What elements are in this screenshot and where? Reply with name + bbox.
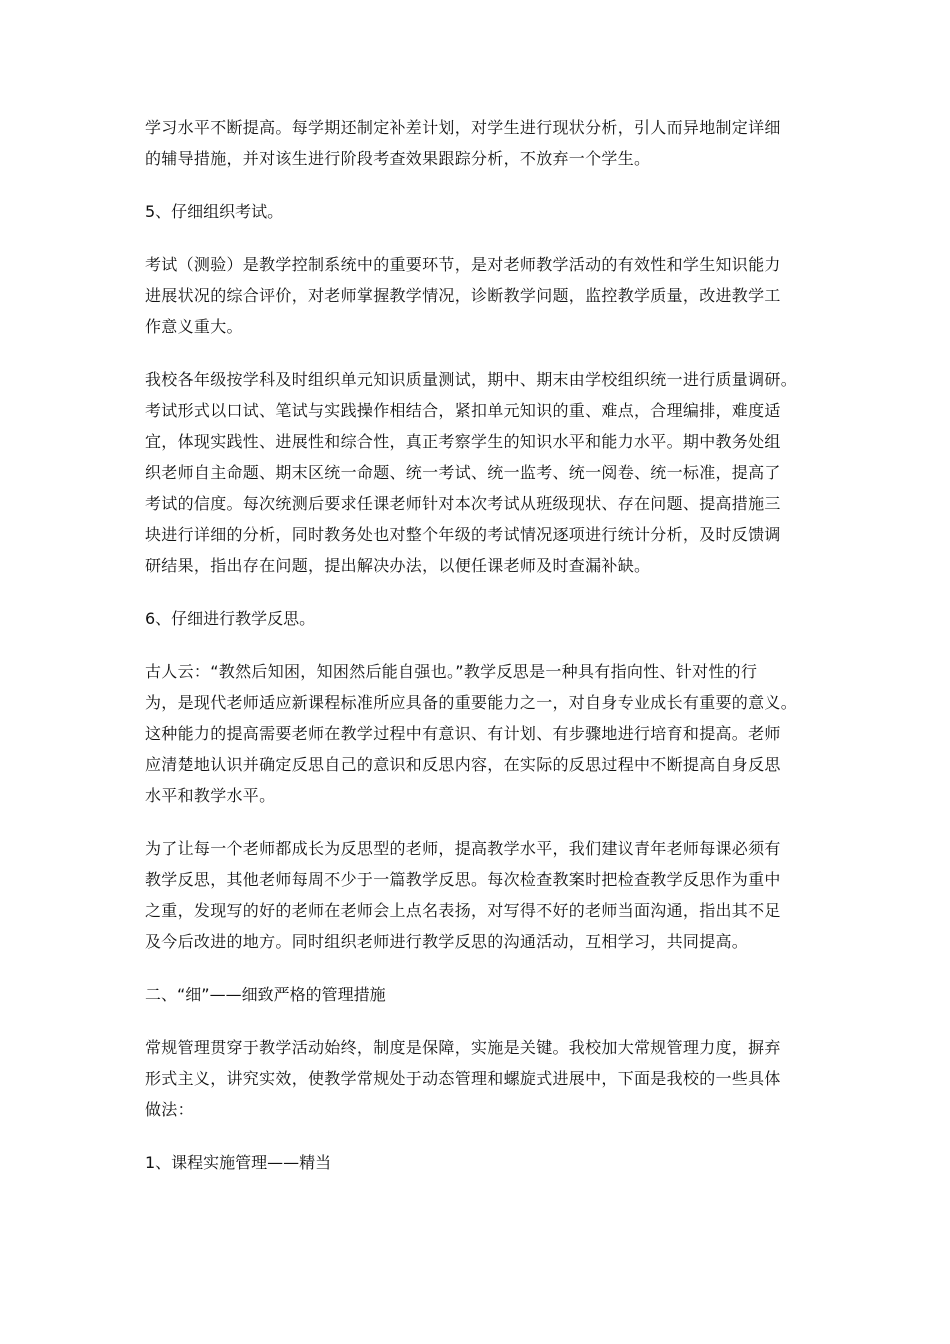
text-line: 之重，发现写的好的老师在老师会上点名表扬，对写得不好的老师当面沟通，指出其不足 bbox=[145, 901, 781, 920]
text-line: 考试形式以口试、笔试与实践操作相结合，紧扣单元知识的重、难点，合理编排，难度适 bbox=[145, 401, 781, 420]
text-line: 古人云：“教然后知困，知困然后能自强也。”教学反思是一种具有指向性、针对性的行 bbox=[145, 662, 758, 681]
text-line: 为了让每一个老师都成长为反思型的老师，提高教学水平，我们建议青年老师每课必须有 bbox=[145, 839, 781, 858]
text-line: 考试的信度。每次统测后要求任课老师针对本次考试从班级现状、存在问题、提高措施三 bbox=[145, 494, 781, 513]
text-line: 织老师自主命题、期末区统一命题、统一考试、统一监考、统一阅卷、统一标准，提高了 bbox=[145, 463, 781, 482]
text-line: 应清楚地认识并确定反思自己的意识和反思内容，在实际的反思过程中不断提高自身反思 bbox=[145, 755, 781, 774]
text-line: 块进行详细的分析，同时教务处也对整个年级的考试情况逐项进行统计分析，及时反馈调 bbox=[145, 525, 781, 544]
text-line: 做法： bbox=[145, 1100, 194, 1119]
paragraph-routine-management bbox=[145, 1032, 815, 1125]
paragraph-reflection-ability bbox=[145, 656, 815, 811]
text-line: 我校各年级按学科及时组织单元知识质量测试，期中、期末由学校组织统一进行质量调研。 bbox=[145, 370, 798, 389]
text-line: 常规管理贯穿于教学活动始终，制度是保障，实施是关键。我校加大常规管理力度，摒弃 bbox=[145, 1038, 781, 1057]
section-heading-reflection: 6、仔细进行教学反思。 bbox=[145, 609, 316, 628]
text-line: 研结果，指出存在问题，提出解决办法，以便任课老师及时查漏补缺。 bbox=[145, 556, 651, 575]
text-line: 教学反思，其他老师每周不少于一篇教学反思。每次检查教案时把检查教学反思作为重中 bbox=[145, 870, 781, 889]
text-line: 这种能力的提高需要老师在教学过程中有意识、有计划、有步骤地进行培育和提高。老师 bbox=[145, 724, 781, 743]
paragraph-exam-organization bbox=[145, 364, 815, 581]
text-line: 考试（测验）是教学控制系统中的重要环节，是对老师教学活动的有效性和学生知识能力 bbox=[145, 255, 781, 274]
text-line: 水平和教学水平。 bbox=[145, 786, 276, 805]
text-line: 的辅导措施，并对该生进行阶段考查效果跟踪分析，不放弃一个学生。 bbox=[145, 149, 651, 168]
paragraph-remedial-plan bbox=[145, 112, 815, 174]
section-heading-exams: 5、仔细组织考试。 bbox=[145, 202, 284, 221]
text-line: 作意义重大。 bbox=[145, 317, 243, 336]
document-page bbox=[145, 112, 815, 1200]
text-line: 学习水平不断提高。每学期还制定补差计划，对学生进行现状分析，引人而异地制定详细 bbox=[145, 118, 781, 137]
text-line: 宜，体现实践性、进展性和综合性，真正考察学生的知识水平和能力水平。期中教务处组 bbox=[145, 432, 781, 451]
section-heading-curriculum: 1、课程实施管理——精当 bbox=[145, 1153, 332, 1172]
section-heading-management: 二、“细”——细致严格的管理措施 bbox=[145, 985, 386, 1004]
text-line: 进展状况的综合评价，对老师掌握教学情况，诊断教学问题，监控教学质量，改进教学工 bbox=[145, 286, 781, 305]
text-line: 为，是现代老师适应新课程标准所应具备的重要能力之一，对自身专业成长有重要的意义。 bbox=[145, 693, 798, 712]
text-line: 形式主义，讲究实效，使教学常规处于动态管理和螺旋式进展中，下面是我校的一些具体 bbox=[145, 1069, 781, 1088]
paragraph-reflection-practice bbox=[145, 833, 815, 957]
paragraph-exam-importance bbox=[145, 249, 815, 342]
text-line: 及今后改进的地方。同时组织老师进行教学反思的沟通活动，互相学习，共同提高。 bbox=[145, 932, 749, 951]
